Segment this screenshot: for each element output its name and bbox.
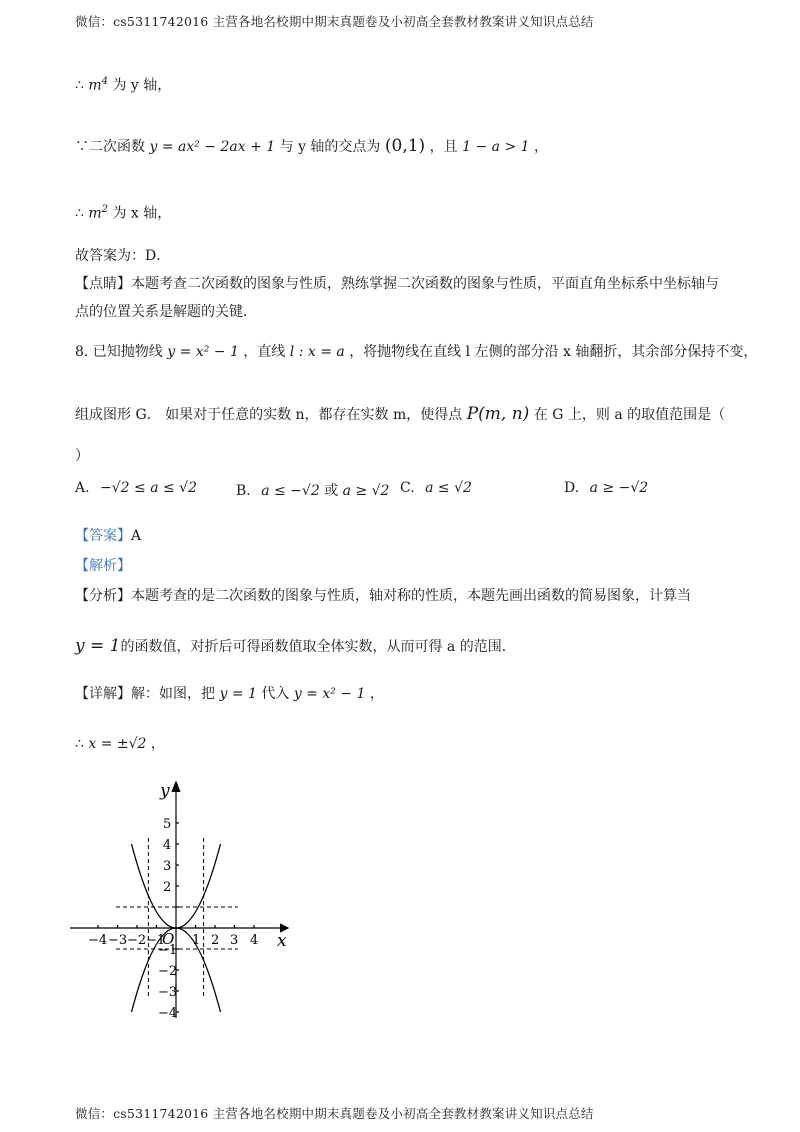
intersect-point: (0,1) — [384, 136, 426, 156]
therefore-symbol: ∴ — [75, 77, 84, 94]
option-b-expr: a ≤ −√2 — [261, 483, 320, 499]
detail-line — [75, 684, 384, 704]
y-tick-label: −3 — [158, 985, 178, 1000]
comment-line-2: 点的位置关系是解题的关键． — [75, 304, 257, 320]
option-b-label: B. — [236, 483, 251, 499]
y-tick-label: −1 — [158, 943, 178, 958]
and-text: ，且 — [429, 139, 458, 155]
detail-end: ， — [369, 686, 384, 702]
m2-tail: 为 x 轴， — [112, 205, 172, 222]
page-header: 微信：cs5311742016 主营各地名校期中期末真题卷及小初高全套教材教案讲义知识点总结 — [75, 14, 594, 29]
m2-var: m — [88, 205, 102, 222]
detail-substitute: 代入 — [261, 686, 290, 702]
detail-intro: 【详解】解：如图，把 — [75, 686, 215, 702]
prev-line-3 — [75, 200, 171, 224]
answer-value: A — [131, 528, 142, 544]
x-tick-label: 3 — [230, 933, 239, 948]
comment-line-1: 【点睛】本题考查二次函数的图象与性质，熟练掌握二次函数的图象与性质，平面直角坐标系中坐标轴与 — [75, 276, 719, 292]
m4-var: m — [88, 77, 102, 94]
y-axis-arrow — [172, 782, 180, 792]
m4-subscript: 4 — [101, 76, 109, 87]
question-line-1 — [75, 342, 757, 362]
option-a — [75, 480, 197, 496]
quadratic-expr: y = ax² − 2ax + 1 — [149, 139, 276, 155]
option-b — [236, 480, 389, 500]
y-tick-label: 3 — [163, 859, 172, 874]
y-tick-label: −2 — [158, 964, 178, 979]
fenxi-line-2-text: 的函数值，对折后可得函数值取全体实数，从而可得 a 的范围． — [120, 639, 516, 655]
result-expr: x = ±√2 — [88, 736, 147, 752]
x-axis-label: x — [277, 931, 287, 951]
option-c-expr: a ≤ √2 — [425, 480, 472, 496]
line2-end: ， — [534, 139, 548, 155]
intersect-text: 与 y 轴的交点为 — [279, 139, 381, 155]
option-c — [400, 480, 472, 496]
result-end: ， — [150, 736, 165, 752]
x-tick-label: −2 — [127, 933, 147, 948]
m2-subscript: 2 — [101, 204, 109, 215]
detail-y1: y = 1 — [219, 686, 257, 702]
parabola-expr: y = x² − 1 — [167, 344, 239, 360]
x-tick-label: −3 — [108, 933, 128, 948]
option-d-expr: a ≥ −√2 — [589, 480, 649, 496]
x-tick-label: 2 — [211, 933, 220, 948]
m4-tail: 为 y 轴， — [112, 77, 172, 94]
question-line-2 — [75, 404, 725, 425]
page-footer: 微信：cs5311742016 主营各地名校期中期末真题卷及小初高全套教材教案讲义知识点总结 — [75, 1106, 594, 1121]
fenxi-line-2 — [75, 636, 516, 657]
option-d-label: D. — [564, 480, 580, 496]
question-intro: 8. 已知抛物线 — [75, 344, 163, 360]
y-tick-label: 4 — [163, 838, 172, 853]
therefore-symbol: ∴ — [75, 736, 84, 752]
y-tick-label: 2 — [163, 880, 172, 895]
y-equals-1: y = 1 — [75, 636, 121, 656]
y-axis-label: y — [160, 781, 170, 801]
question-line-word: ，直线 — [243, 344, 286, 360]
answer-row — [75, 526, 141, 546]
y-tick-label: 5 — [163, 817, 172, 832]
question-range-text: 在 G 上，则 a 的取值范围是（ — [533, 407, 726, 423]
parabola-graph — [68, 778, 308, 1028]
question-fold-text: ，将抛物线在直线 l 左侧的部分沿 x 轴翻折，其余部分保持不变， — [349, 344, 758, 360]
question-line-3: ） — [75, 448, 89, 464]
option-c-label: C. — [400, 480, 415, 496]
x-tick-label: 4 — [250, 933, 259, 948]
answer-tag: 【答案】 — [75, 528, 131, 544]
option-b-expr2: a ≥ √2 — [342, 483, 390, 499]
prev-line-1 — [75, 72, 171, 96]
fenxi-line-1: 【分析】本题考查的是二次函数的图象与性质，轴对称的性质，本题先画出函数的简易图象，计算当 — [75, 588, 691, 604]
option-a-expr: −√2 ≤ a ≤ √2 — [100, 480, 198, 496]
analysis-tag: 【解析】 — [75, 558, 131, 574]
detail-parabola: y = x² − 1 — [293, 686, 366, 702]
answer-line: 故答案为：D． — [75, 248, 171, 264]
option-a-label: A. — [75, 480, 90, 496]
option-b-or: 或 — [324, 483, 339, 499]
prev-line-2 — [75, 136, 548, 157]
result-line — [75, 734, 165, 754]
y-tick-label: −4 — [158, 1006, 178, 1021]
inequality-expr: 1 − a > 1 — [462, 139, 530, 155]
x-tick-label: −1 — [146, 933, 166, 948]
because-text: ∵二次函数 — [75, 139, 145, 155]
question-figure-text: 组成图形 G． 如果对于任意的实数 n，都存在实数 m，使得点 — [75, 407, 463, 423]
x-tick-label: 1 — [192, 933, 201, 948]
point-p-expr: P(m, n) — [466, 404, 530, 424]
origin-label: O — [162, 930, 175, 948]
option-d — [564, 480, 648, 496]
line-expr: l : x = a — [289, 344, 345, 360]
therefore-symbol: ∴ — [75, 205, 84, 222]
x-tick-label: −4 — [88, 933, 108, 948]
